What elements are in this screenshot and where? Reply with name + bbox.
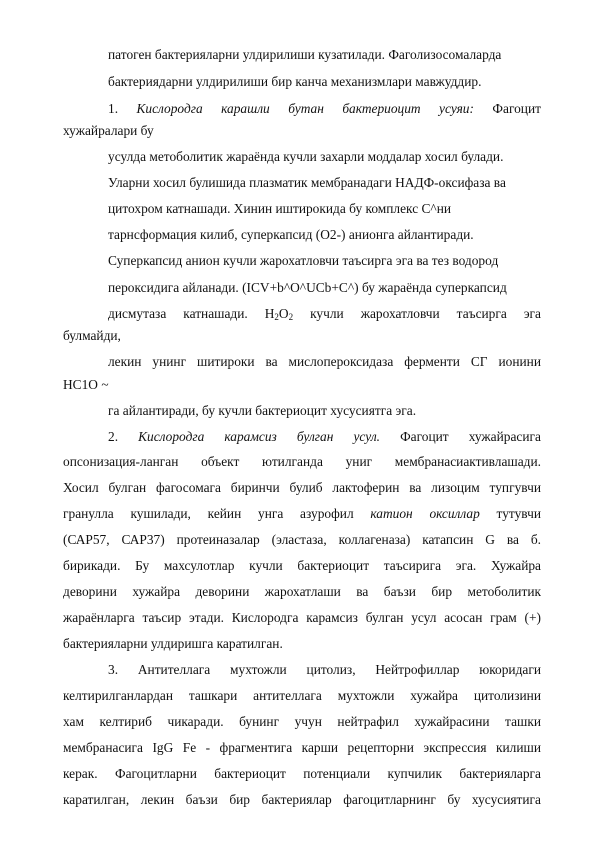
text-line: НС1О ~	[63, 377, 109, 392]
section-number: 2.	[108, 429, 119, 444]
section-heading-1	[108, 101, 541, 117]
text-line: усулда метоболитик жараёнда кучли захарли моддалар хосил булади.	[108, 149, 504, 164]
text-line: Суперкапсид анион кучли жарохатловчи таъсирга эга ва тез водород	[108, 253, 499, 268]
text-line: каратилган, лекин баъзи бир бактериялар фагоцитларнинг бу хусусиятига	[63, 792, 541, 807]
text-fragment: гранулла кушилади, кейин унга азурофил	[63, 506, 371, 521]
formula-line	[108, 306, 541, 322]
text-line: Хосил булган фагосомага биринчи булиб лактоферин ва лизоцим тупгувчи	[63, 480, 541, 495]
section-title: Кислородга карашли бутан бактериоцит усуяи:	[136, 101, 474, 116]
text-line: га айлантиради, бу кучли бактериоцит хусусиятга эга.	[108, 403, 417, 418]
text-line: мембранасига IgG Fe - фрагментига карши рецепторни экспрессия килиши	[63, 740, 541, 755]
text-line: цитохром катнашади. Хинин иштирокида бу комплекс С^ни	[108, 201, 452, 216]
text-line: хужайралари бу	[63, 123, 154, 138]
section-title: Кислородга карамсиз булган усул.	[138, 429, 381, 444]
text-line: бирикади. Бу махсулотлар кучли бактериоцит таъсирига эга. Хужайра	[63, 558, 541, 573]
text-line: булмайди,	[63, 328, 121, 343]
text-line: 3. Антителлага мухтожли цитолиз, Нейтрофиллар юкоридаги	[108, 662, 541, 677]
text-fragment: Фагоцит хужайрасига	[400, 429, 541, 444]
text-line: бактерияларни улдиришга каратилган.	[63, 636, 283, 651]
text-fragment: дисмутаза катнашади. Н	[108, 306, 275, 321]
subscript: 2	[288, 312, 294, 322]
text-line: жараёнларга таъсир этади. Кислородга карамсиз булган усул асосан грам (+)	[63, 610, 541, 625]
text-fragment: тутувчи	[479, 506, 541, 521]
section-heading-2	[108, 429, 541, 445]
text-fragment: Фагоцит	[492, 101, 541, 116]
text-line: хам келтириб чикаради. бунинг учун нейтрафил хужайрасини ташки	[63, 714, 541, 729]
text-line: келтирилганлардан ташкари антителлага мухтожли хужайра цитолизини	[63, 688, 541, 703]
section-number: 1.	[108, 101, 119, 116]
text-line: (САР57, САР37) протеиназалар (эластаза, коллагеназа) катапсин G ва б.	[63, 532, 541, 547]
text-line: опсонизация-ланган объект ютилганда униг мембранасиактивлашади.	[63, 454, 541, 469]
text-line: деворини хужайра деворини жарохатлаши ва баъзи бир метоболитик	[63, 584, 541, 599]
text-line: керак. Фагоцитларни бактериоцит потенциали купчилик бактерияларга	[63, 766, 541, 781]
text-line-mixed	[63, 506, 541, 522]
text-line: Уларни хосил булишида плазматик мембранадаги НАДФ-оксифаза ва	[108, 175, 506, 190]
text-fragment: кучли жарохатловчи таъсирга эга	[293, 306, 541, 321]
subscript: 2	[274, 312, 279, 322]
italic-term: катион оксиллар	[370, 506, 480, 521]
text-line: тарнсформация килиб, суперкапсид (О2-) анионга айлантиради.	[108, 227, 474, 242]
text-line: пероксидига айланади. (ICV+b^O^UCb+C^) бу жараёнда суперкапсид	[108, 280, 507, 295]
text-fragment: О	[278, 306, 289, 321]
text-line: бактериядарни улдирилиши бир канча механизмлари мавжуддир.	[108, 74, 482, 89]
text-line: патоген бактерияларни улдирилиши кузатилади. Фаголизосомаларда	[108, 47, 502, 62]
text-line: лекин унинг шитироки ва мислопероксидаза ферменти СГ ионини	[108, 354, 541, 369]
